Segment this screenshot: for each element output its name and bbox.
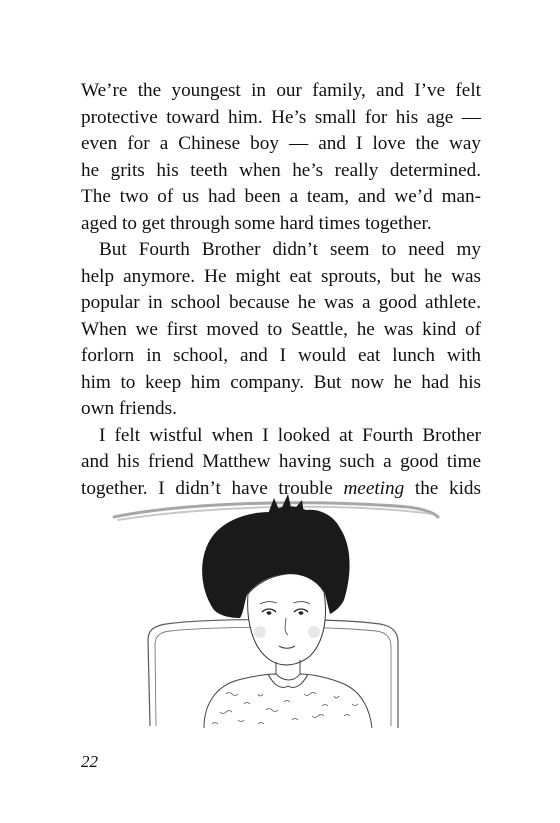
- left-cheek: [254, 626, 266, 638]
- face: [248, 574, 326, 665]
- text-line: popular in school because he was a good athlete.: [81, 292, 481, 313]
- text-line: We’re the youngest in our family, and I’ve felt: [81, 80, 481, 101]
- left-pupil: [267, 611, 272, 615]
- text-line: aged to get through some hard times together.: [81, 212, 432, 234]
- body-text: [81, 78, 481, 502]
- text-line: and his friend Matthew having such a good time: [81, 451, 481, 472]
- right-pupil: [299, 611, 304, 615]
- text-line: help anymore. He might eat sprouts, but he was: [81, 265, 481, 287]
- emphasized-word: meeting: [343, 477, 405, 499]
- paragraph-1: [81, 78, 481, 237]
- text-line: even for a Chinese boy — and I love the way: [81, 133, 481, 154]
- paragraph-2: [81, 237, 481, 423]
- text-line: protective toward him. He’s small for his age —: [81, 106, 481, 128]
- text-line: own friends.: [81, 398, 177, 419]
- text-line: he grits his teeth when he’s really determined.: [81, 159, 481, 181]
- pencil-illustration: [108, 490, 448, 730]
- text-line: I felt wistful when I looked at Fourth Brother: [99, 424, 481, 446]
- text-run: the kids: [404, 477, 481, 499]
- text-line: The two of us had been a team, and we’d man-: [81, 186, 481, 207]
- text-line: When we first moved to Seattle, he was kind of: [81, 318, 481, 340]
- right-cheek: [308, 626, 320, 638]
- text-line: him to keep him company. But now he had his: [81, 371, 481, 393]
- text-line: forlorn in school, and I would eat lunch with: [81, 345, 481, 366]
- page-number: 22: [81, 752, 98, 771]
- text-run: together. I didn’t have trouble: [81, 477, 344, 499]
- text-line: But Fourth Brother didn’t seem to need my: [99, 239, 481, 260]
